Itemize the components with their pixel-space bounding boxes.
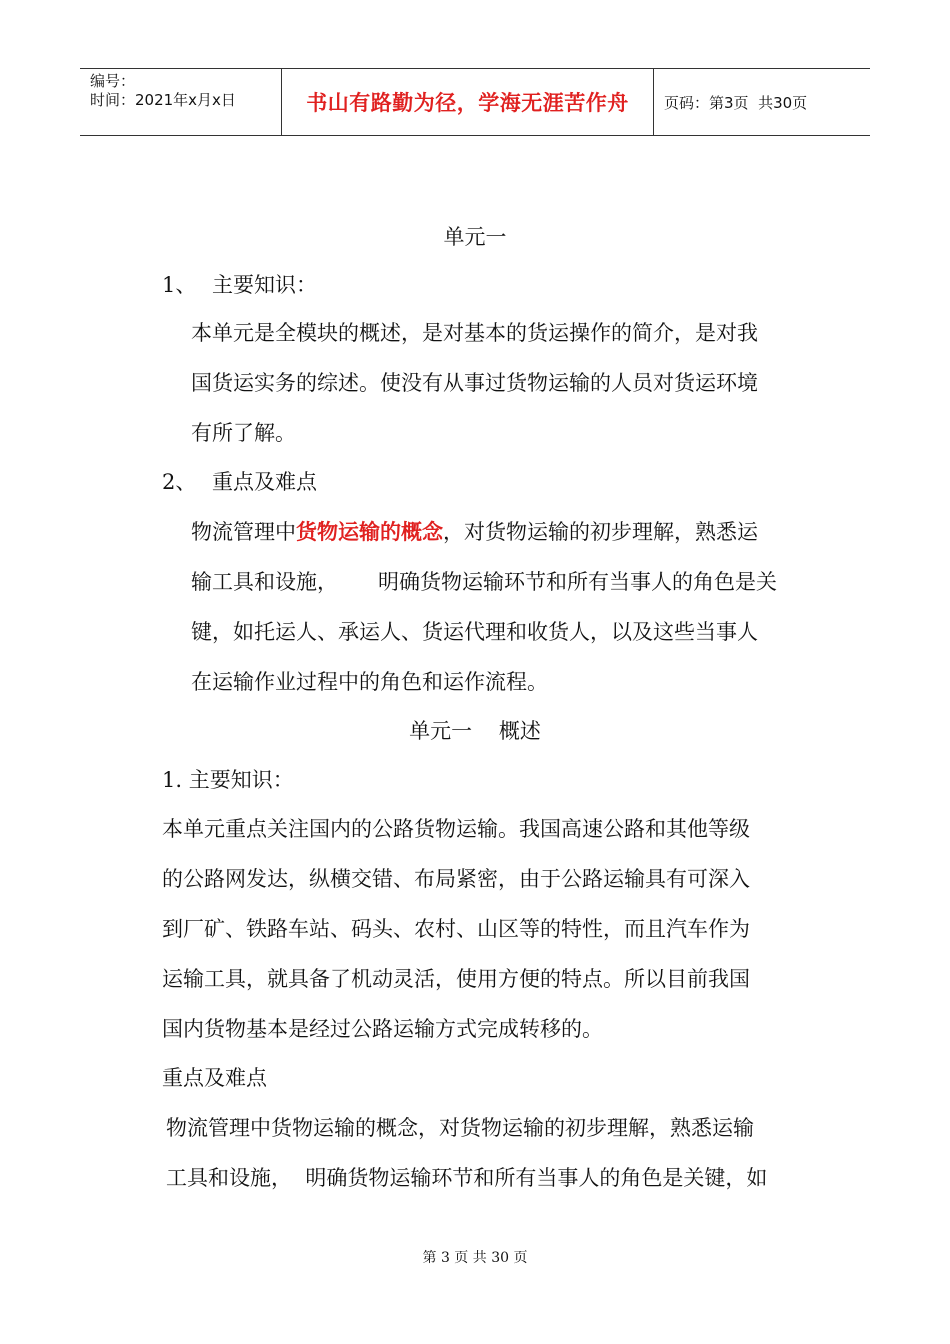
para1-line: 国货运实务的综述。使没有从事过货物运输的人员对货运环境	[191, 371, 758, 395]
item2-title: 重点及难点	[212, 470, 317, 494]
header-number-label: 编号：	[90, 72, 136, 90]
para1-line: 有所了解。	[191, 421, 296, 445]
para3-line: 的公路网发达，纵横交错、布局紧密，由于公路运输具有可深入	[162, 867, 750, 891]
para2-line: 键，如托运人、承运人、货运代理和收货人，以及这些当事人	[191, 620, 758, 644]
unit-title-overview: 单元一 概述	[409, 719, 541, 743]
header-page-cell	[654, 69, 870, 135]
section1-title: 1. 主要知识：	[162, 768, 294, 792]
para2-line: 输工具和设施， 明确货物运输环节和所有当事人的角色是关	[191, 570, 778, 594]
header-motto: 书山有路勤为径，学海无涯苦作舟	[282, 69, 654, 135]
para3-line: 本单元重点关注国内的公路货物运输。我国高速公路和其他等级	[162, 817, 750, 841]
para2-line: 在运输作业过程中的角色和运作流程。	[191, 670, 548, 694]
para4-line: 工具和设施， 明确货物运输环节和所有当事人的角色是关键，如	[166, 1166, 768, 1190]
para4-line: 物流管理中货物运输的概念，对货物运输的初步理解，熟悉运输	[166, 1116, 754, 1140]
header-date-label: 时间：2021年x月x日	[90, 91, 236, 109]
item1-title: 主要知识：	[212, 273, 317, 297]
para3-line: 国内货物基本是经过公路运输方式完成转移的。	[162, 1017, 603, 1041]
page-header	[80, 68, 870, 136]
header-meta	[80, 69, 282, 135]
para2-prefix: 物流管理中	[191, 520, 296, 544]
para2-highlight: 货物运输的概念	[296, 519, 443, 544]
item2-number: 2、	[162, 470, 197, 494]
header-page-label: 页码：第3页 共30页	[664, 93, 808, 112]
page-footer: 第 3 页 共 30 页	[422, 1250, 528, 1266]
para2-suffix: ，对货物运输的初步理解，熟悉运	[443, 520, 758, 544]
section2-title: 重点及难点	[162, 1066, 267, 1090]
para3-line: 到厂矿、铁路车站、码头、农村、山区等的特性，而且汽车作为	[162, 917, 750, 941]
unit-title: 单元一	[443, 225, 507, 249]
para1-line: 本单元是全模块的概述，是对基本的货运操作的简介，是对我	[191, 321, 758, 345]
para3-line: 运输工具，就具备了机动灵活，使用方便的特点。所以目前我国	[162, 967, 750, 991]
item1-number: 1、	[162, 273, 197, 297]
para2-first-line	[191, 517, 758, 547]
